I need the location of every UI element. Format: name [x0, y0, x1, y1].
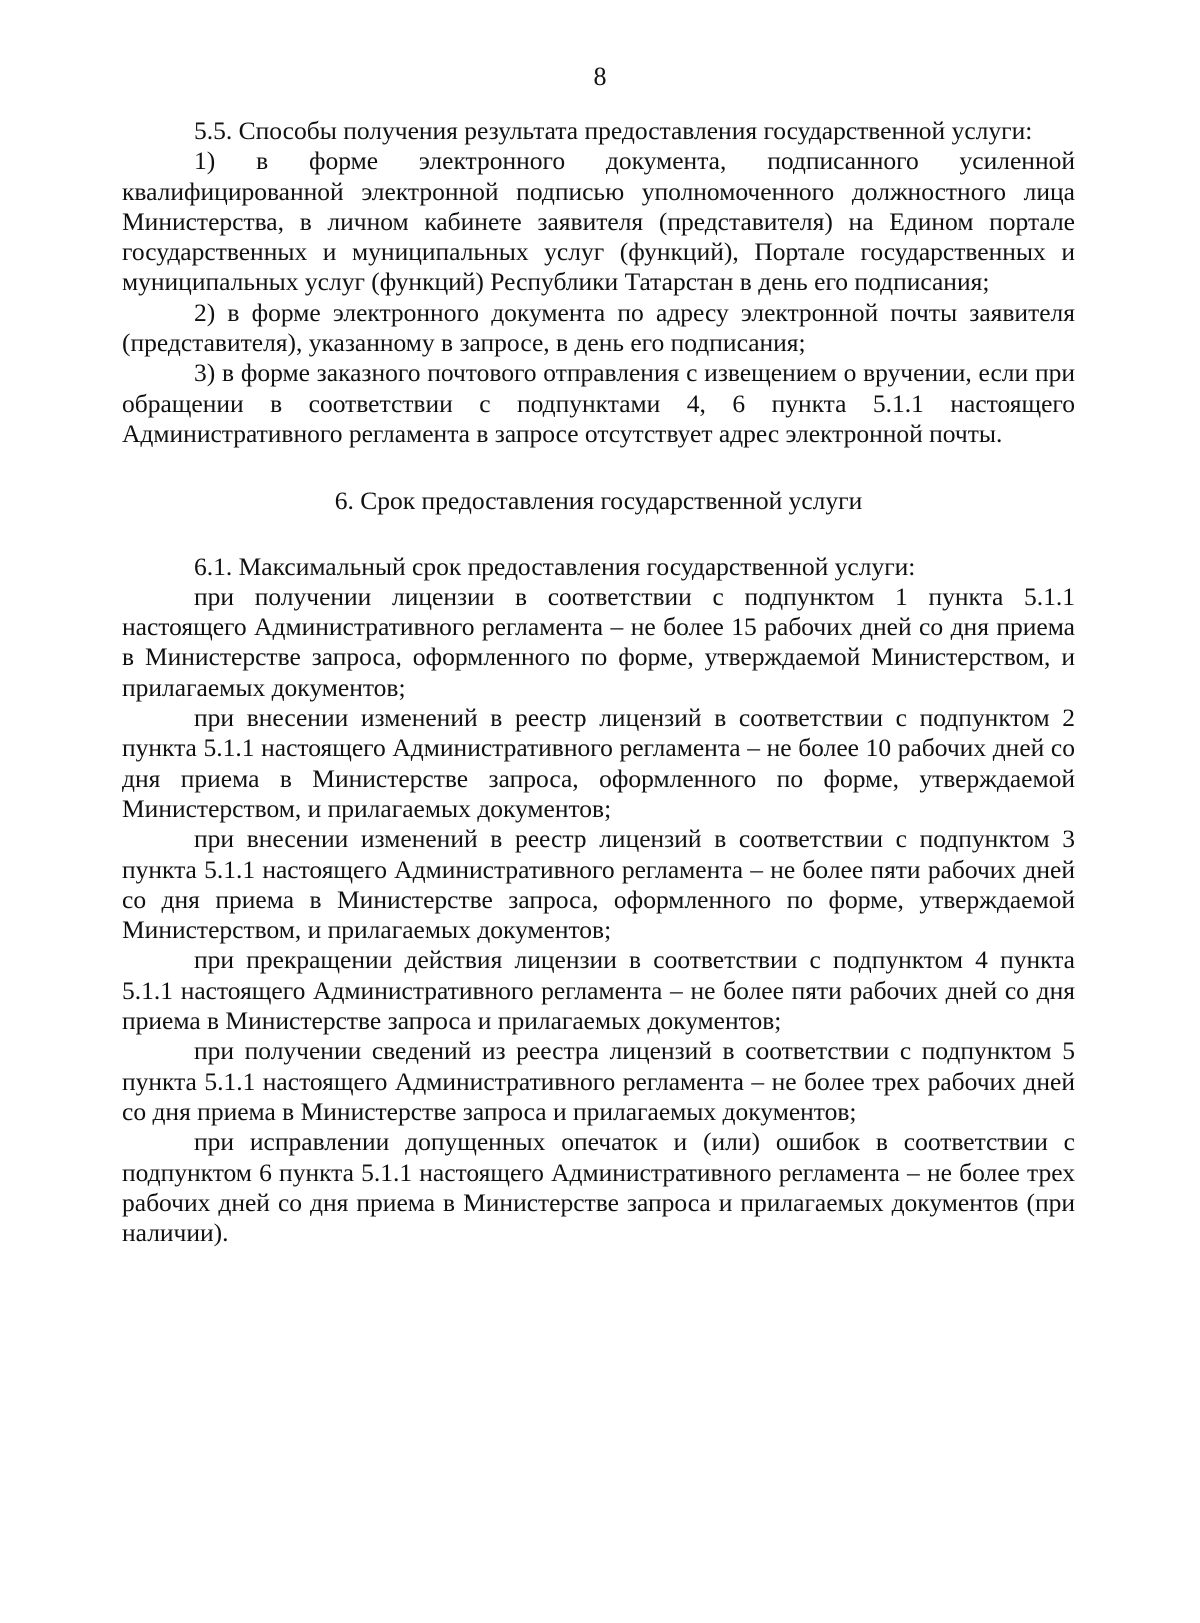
deadline-paragraph-3: при внесении изменений в реестр лицензий в соответствии с подпунктом 3 пункта 5.1.1 настоящего Административного регламента – не более пяти рабочих дней со дня приема в Министерстве запроса, оформленного по форме, утверждаемой Министерством, и прилагаемых документов; — [122, 824, 1075, 945]
document-body — [122, 116, 1075, 1248]
deadline-paragraph-6: при исправлении допущенных опечаток и (или) ошибок в соответствии с подпунктом 6 пункта 5.1.1 настоящего Административного регламента – не более трех рабочих дней со дня приема в Министерстве запроса и прилагаемых документов (при наличии). — [122, 1127, 1075, 1248]
list-item-1: 1) в форме электронного документа, подписанного усиленной квалифицированной электронной подписью уполномоченного должностного лица Министерства, в личном кабинете заявителя (представителя) на Едином портале государственных и муниципальных услуг (функций), Портале государственных и муниципальных услуг (функций) Республики Татарстан в день его подписания; — [122, 146, 1075, 297]
deadline-paragraph-2: при внесении изменений в реестр лицензий в соответствии с подпунктом 2 пункта 5.1.1 настоящего Административного регламента – не более 10 рабочих дней со дня приема в Министерстве запроса, оформленного по форме, утверждаемой Министерством, и прилагаемых документов; — [122, 703, 1075, 823]
deadline-paragraph-5: при получении сведений из реестра лицензий в соответствии с подпунктом 5 пункта 5.1.1 настоящего Административного регламента – не более трех рабочих дней со дня приема в Министерстве запроса и прилагаемых документов; — [122, 1036, 1075, 1126]
deadline-paragraph-1: при получении лицензии в соответствии с подпунктом 1 пункта 5.1.1 настоящего Административного регламента – не более 15 рабочих дней со дня приема в Министерстве запроса, оформленного по форме, утверждаемой Министерством, и прилагаемых документов; — [122, 581, 1075, 702]
section-6-heading: 6. Срок предоставления государственной услуги — [334, 486, 863, 516]
list-item-2: 2) в форме электронного документа по адресу электронной почты заявителя (представителя), указанному в запросе, в день его подписания; — [122, 297, 1075, 358]
paragraph-6-1: 6.1. Максимальный срок предоставления государственной услуги: — [194, 551, 916, 581]
list-item-3: 3) в форме заказного почтового отправления с извещением о вручении, если при обращении в соответствии с подпунктами 4, 6 пункта 5.1.1 настоящего Административного регламента в запросе отсутствует адрес электронной почты. — [122, 358, 1075, 448]
page-number: 8 — [593, 62, 607, 91]
paragraph-5-5: 5.5. Способы получения результата предоставления государственной услуги: — [194, 116, 1033, 145]
deadline-paragraph-4: при прекращении действия лицензии в соответствии с подпунктом 4 пункта 5.1.1 настоящего Административного регламента – не более пяти рабочих дней со дня приема в Министерстве запроса и прилагаемых документов; — [122, 945, 1075, 1036]
